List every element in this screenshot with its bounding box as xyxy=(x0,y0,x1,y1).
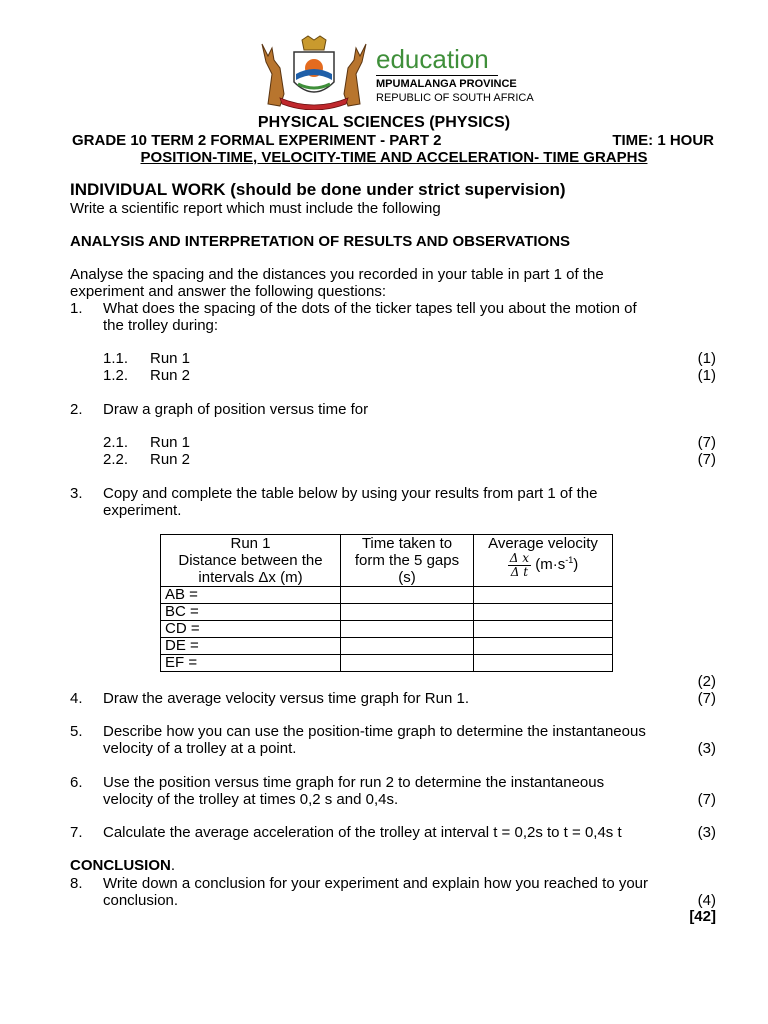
velocity-cell xyxy=(474,655,613,672)
instruction-text: Write a scientific report which must include the following xyxy=(70,200,441,217)
analyse-line-1: Analyse the spacing and the distances you recorded in your table in part 1 of the xyxy=(70,266,604,283)
interval-label: BC = xyxy=(161,604,341,621)
q8-line-2: conclusion. xyxy=(103,892,179,909)
q2-2-number: 2.2. xyxy=(103,451,129,468)
col-distance-header-line-3: intervals Δx (m) xyxy=(198,569,303,586)
col-distance-header-line-1: Run 1 xyxy=(230,535,271,552)
q2-1-text: Run 1 xyxy=(150,434,191,451)
velocity-formula xyxy=(478,552,608,581)
q2-1-number: 2.1. xyxy=(103,434,129,451)
q4-marks: (7) xyxy=(697,690,716,707)
q6-marks: (7) xyxy=(697,791,716,808)
fraction-numerator: Δ x xyxy=(509,551,530,565)
velocity-cell xyxy=(474,638,613,655)
q2-number: 2. xyxy=(70,401,83,418)
subject-title: PHYSICAL SCIENCES (PHYSICS) xyxy=(257,114,511,131)
q1-2-text: Run 2 xyxy=(150,367,191,384)
q7-number: 7. xyxy=(70,824,83,841)
logo-province: MPUMALANGA PROVINCE xyxy=(376,78,517,90)
col-distance-header-line-2: Distance between the xyxy=(178,552,323,569)
q1-1-number: 1.1. xyxy=(103,350,129,367)
q8-marks: (4) xyxy=(697,892,716,909)
conclusion-heading-period: . xyxy=(170,857,176,874)
q5-marks: (3) xyxy=(697,740,716,757)
table-row xyxy=(161,621,613,638)
q2-2-marks: (7) xyxy=(697,451,716,468)
q8-number: 8. xyxy=(70,875,83,892)
q3-line-1: Copy and complete the table below by using your results from part 1 of the xyxy=(103,485,598,502)
q1-line-2: the trolley during: xyxy=(103,317,219,334)
q4-number: 4. xyxy=(70,690,83,707)
q7-marks: (3) xyxy=(697,824,716,841)
delta-x-over-delta-t xyxy=(508,552,531,579)
q5-line-2: velocity of a trolley at a point. xyxy=(103,740,297,757)
col-distance-header xyxy=(161,535,341,587)
topic-title: POSITION-TIME, VELOCITY-TIME AND ACCELERATION- TIME GRAPHS xyxy=(140,149,648,166)
logo-divider xyxy=(376,75,498,76)
q6-number: 6. xyxy=(70,774,83,791)
conclusion-heading-text: CONCLUSION xyxy=(70,857,171,874)
q5-number: 5. xyxy=(70,723,83,740)
interval-label: AB = xyxy=(161,587,341,604)
col-velocity-header-title: Average velocity xyxy=(488,535,598,552)
time-cell xyxy=(341,587,474,604)
col-time-header xyxy=(341,535,474,587)
individual-work-heading: INDIVIDUAL WORK (should be done under strict supervision) xyxy=(70,180,566,199)
q1-2-number: 1.2. xyxy=(103,367,129,384)
analysis-heading: ANALYSIS AND INTERPRETATION OF RESULTS AND OBSERVATIONS xyxy=(70,233,571,250)
logo-brand: education xyxy=(376,44,489,74)
analyse-line-2: experiment and answer the following questions: xyxy=(70,283,387,300)
time-cell xyxy=(341,604,474,621)
velocity-unit-close: ) xyxy=(573,556,579,574)
logo-country: REPUBLIC OF SOUTH AFRICA xyxy=(376,92,534,104)
q7-text: Calculate the average acceleration of the trolley at interval t = 0,2s to t = 0,4s t xyxy=(103,824,622,841)
q3-number: 3. xyxy=(70,485,83,502)
table-row xyxy=(161,655,613,672)
q1-line-1: What does the spacing of the dots of the ticker tapes tell you about the motion of xyxy=(103,300,637,317)
q1-number: 1. xyxy=(70,300,83,317)
time-cell xyxy=(341,638,474,655)
velocity-unit-base: (m·s xyxy=(535,556,566,574)
q1-2-marks: (1) xyxy=(697,367,716,384)
table-row xyxy=(161,587,613,604)
experiment-title: GRADE 10 TERM 2 FORMAL EXPERIMENT - PART 2 xyxy=(72,132,442,149)
conclusion-heading xyxy=(70,857,175,874)
col-time-header-line-2: form the 5 gaps xyxy=(354,552,460,569)
velocity-unit-exponent: -1 xyxy=(565,555,574,566)
q3-line-2: experiment. xyxy=(103,502,182,519)
q2-2-text: Run 2 xyxy=(150,451,191,468)
q4-text: Draw the average velocity versus time graph for Run 1. xyxy=(103,690,469,707)
velocity-cell xyxy=(474,621,613,638)
total-marks: [42] xyxy=(689,908,716,925)
col-time-header-line-1: Time taken to xyxy=(361,535,453,552)
fraction-denominator: Δ t xyxy=(510,565,529,579)
results-table xyxy=(160,534,613,672)
table-header-row xyxy=(161,535,613,587)
q8-line-1: Write down a conclusion for your experiment and explain how you reached to your xyxy=(103,875,649,892)
col-velocity-header xyxy=(474,535,613,587)
coat-of-arms xyxy=(258,34,370,110)
q1-1-text: Run 1 xyxy=(150,350,191,367)
velocity-cell xyxy=(474,587,613,604)
q6-line-1: Use the position versus time graph for run 2 to determine the instantaneous xyxy=(103,774,605,791)
time-cell xyxy=(341,655,474,672)
q3-marks: (2) xyxy=(697,673,716,690)
q2-text: Draw a graph of position versus time for xyxy=(103,401,369,418)
q6-line-2: velocity of the trolley at times 0,2 s and 0,4s. xyxy=(103,791,399,808)
table-row xyxy=(161,638,613,655)
velocity-cell xyxy=(474,604,613,621)
q2-1-marks: (7) xyxy=(697,434,716,451)
col-time-header-line-3: (s) xyxy=(398,569,416,586)
velocity-unit xyxy=(535,556,578,573)
q1-1-marks: (1) xyxy=(697,350,716,367)
q5-line-1: Describe how you can use the position-time graph to determine the instantaneous xyxy=(103,723,646,740)
time-cell xyxy=(341,621,474,638)
interval-label: EF = xyxy=(161,655,341,672)
table-row xyxy=(161,604,613,621)
interval-label: DE = xyxy=(161,638,341,655)
interval-label: CD = xyxy=(161,621,341,638)
time-allowed: TIME: 1 HOUR xyxy=(612,132,714,149)
